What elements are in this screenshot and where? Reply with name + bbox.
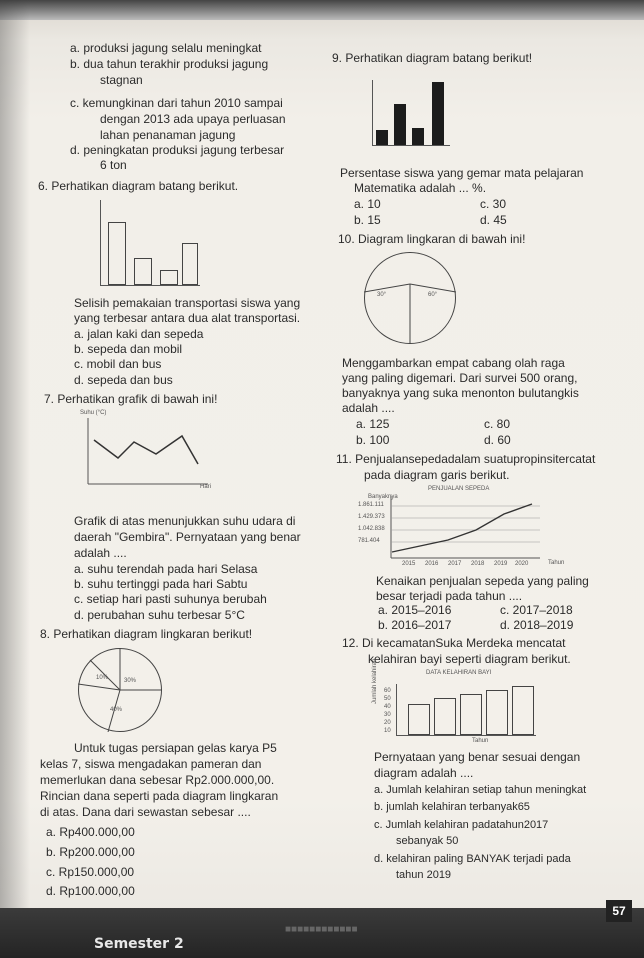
semester-label: Semester 2 (94, 936, 184, 952)
q11-x-tick: 2017 (448, 561, 462, 567)
q6-x-axis (100, 285, 200, 286)
q11-x-tick: 2020 (515, 561, 529, 567)
q11-y-label: Banyaknya (368, 494, 398, 500)
q11-y-tick: 1.429.373 (358, 514, 385, 520)
q11-text-2: besar terjadi pada tahun .... (376, 589, 523, 603)
q5-option-b: b. dua tahun terakhir produksi jagung (70, 57, 269, 71)
q9-text-2: Matematika adalah ... %. (354, 181, 487, 195)
q8-slice-label: 40% (110, 707, 123, 713)
q10-option-b: b. 100 (356, 433, 390, 447)
q6-text-2: yang terbesar antara dua alat transportasi. (74, 311, 301, 325)
q6-bar (182, 243, 198, 285)
q11-y-tick: 1.042.838 (358, 526, 385, 532)
q5-option-a: a. produksi jagung selalu meningkat (70, 41, 262, 55)
q6-bar (134, 258, 152, 285)
q12-y-tick: 20 (384, 720, 391, 726)
q8-pie-dividers (78, 648, 162, 732)
q5-option-c-cont1: dengan 2013 ada upaya perluasan (100, 112, 286, 126)
q12-bar (460, 694, 482, 735)
q9-stem: 9. Perhatikan diagram batang berikut! (332, 51, 533, 65)
q6-text-1: Selisih pemakaian transportasi siswa yang (74, 296, 301, 310)
q9-bar (432, 82, 444, 145)
q12-y-label: Jumlah kelahiran (372, 658, 378, 704)
q12-y-tick: 10 (384, 728, 391, 734)
q9-bar (376, 130, 388, 145)
q11-line-chart (390, 496, 542, 560)
q6-bar (160, 270, 178, 285)
q11-chart-title: PENJUALAN SEPEDA (428, 486, 490, 492)
q7-temperature-line (94, 436, 198, 464)
q6-option-a: a. jalan kaki dan sepeda (74, 327, 204, 341)
q11-stem: 11. Penjualansepedadalam suatupropinsitercatat (336, 452, 596, 466)
q12-y-tick: 60 (384, 688, 391, 694)
q11-text-1: Kenaikan penjualan sepeda yang paling (376, 574, 589, 588)
q11-x-tick: 2016 (425, 561, 439, 567)
q7-text-3: adalah .... (74, 546, 127, 560)
q10-stem: 10. Diagram lingkaran di bawah ini! (338, 232, 526, 246)
q7-option-b: b. suhu tertinggi pada hari Sabtu (74, 577, 248, 591)
page-top-shadow (0, 0, 644, 20)
q8-option-b: b. Rp200.000,00 (46, 845, 135, 859)
q5-option-c-cont2: lahan penanaman jagung (100, 128, 236, 142)
q12-stem-cont: kelahiran bayi seperti diagram berikut. (368, 652, 571, 666)
q12-option-c-cont: sebanyak 50 (396, 835, 459, 847)
q11-x-label: Tahun (548, 560, 565, 566)
q5-option-b-cont: stagnan (100, 73, 143, 87)
q8-text-4: Rincian dana seperti pada diagram lingkaran (40, 789, 279, 803)
q8-stem: 8. Perhatikan diagram lingkaran berikut! (40, 627, 253, 641)
q11-option-d: d. 2018–2019 (500, 618, 574, 632)
q10-text-1: Menggambarkan empat cabang olah raga (342, 356, 565, 370)
q11-sales-line (392, 504, 532, 552)
q10-text-2: yang paling digemari. Dari survei 500 orang, (342, 371, 578, 385)
q10-option-d: d. 60 (484, 433, 511, 447)
q6-stem: 6. Perhatikan diagram batang berikut. (38, 179, 239, 193)
q12-stem: 12. Di kecamatanSuka Merdeka mencatat (342, 636, 566, 650)
q10-angle-label: 30° (377, 292, 387, 298)
q9-text-1: Persentase siswa yang gemar mata pelajaran (340, 166, 584, 180)
q8-option-d: d. Rp100.000,00 (46, 884, 135, 898)
footer-watermark: ■■■■■■■■■■■■ (285, 924, 358, 935)
q7-option-c: c. setiap hari pasti suhunya berubah (74, 592, 267, 606)
q12-x-axis (396, 735, 536, 736)
q8-text-5: di atas. Dana dari sewastan sebesar .... (40, 805, 251, 819)
q12-bar (512, 686, 534, 735)
q8-slice-label: 10% (96, 675, 109, 681)
q8-option-a: a. Rp400.000,00 (46, 825, 135, 839)
q9-option-a: a. 10 (354, 197, 381, 211)
q7-text-2: daerah "Gembira". Pernyataan yang benar (74, 530, 301, 544)
q5-option-d-cont: 6 ton (100, 158, 127, 172)
q12-y-tick: 50 (384, 696, 391, 702)
q5-option-d: d. peningkatan produksi jagung terbesar (70, 143, 285, 157)
q12-option-d: d. kelahiran paling BANYAK terjadi pada (374, 853, 571, 865)
q7-x-label: Hari (200, 484, 212, 490)
q9-y-axis (372, 80, 373, 146)
q11-stem-cont: pada diagram garis berikut. (364, 468, 510, 482)
q11-y-tick: 1.861.111 (358, 502, 384, 508)
q12-bar (486, 690, 508, 735)
q7-stem: 7. Perhatikan grafik di bawah ini! (44, 392, 218, 406)
q7-text-1: Grafik di atas menunjukkan suhu udara di (74, 514, 296, 528)
q11-x-tick: 2015 (402, 561, 416, 567)
q7-line-chart (82, 418, 212, 503)
q6-option-b: b. sepeda dan mobil (74, 342, 183, 356)
q10-text-4: adalah .... (342, 401, 395, 415)
q11-x-tick: 2019 (494, 561, 508, 567)
page-number: 57 (606, 900, 632, 922)
q11-option-c: c. 2017–2018 (500, 603, 573, 617)
q12-option-b: b. jumlah kelahiran terbanyak65 (374, 801, 530, 813)
q12-y-axis (396, 684, 397, 736)
q12-text-1: Pernyataan yang benar sesuai dengan (374, 750, 581, 764)
q12-chart-title: DATA KELAHIRAN BAYI (426, 670, 492, 676)
q9-option-b: b. 15 (354, 213, 381, 227)
q8-text-1: Untuk tugas persiapan gelas karya P5 (74, 741, 277, 755)
page-left-shadow (0, 0, 30, 958)
q12-bar (434, 698, 456, 735)
q7-option-d: d. perubahan suhu terbesar 5°C (74, 608, 245, 622)
q12-x-label: Tahun (472, 738, 489, 744)
q10-angle-label: 60° (428, 292, 438, 298)
q9-x-axis (372, 145, 450, 146)
q12-option-a: a. Jumlah kelahiran setiap tahun meningkat (374, 784, 587, 796)
q12-y-tick: 40 (384, 704, 391, 710)
q8-text-3: memerlukan dana sebesar Rp2.000.000,00. (40, 773, 275, 787)
q7-option-a: a. suhu terendah pada hari Selasa (74, 562, 258, 576)
q10-option-c: c. 80 (484, 417, 511, 431)
q12-bar (408, 704, 430, 735)
q9-bar (412, 128, 424, 145)
q5-option-c: c. kemungkinan dari tahun 2010 sampai (70, 96, 283, 110)
q8-slice-label: 30% (124, 678, 137, 684)
q10-option-a: a. 125 (356, 417, 390, 431)
q12-option-d-cont: tahun 2019 (396, 869, 452, 881)
q11-option-a: a. 2015–2016 (378, 603, 452, 617)
q12-text-2: diagram adalah .... (374, 766, 474, 780)
q9-option-d: d. 45 (480, 213, 507, 227)
q8-option-c: c. Rp150.000,00 (46, 865, 135, 879)
q6-option-d: d. sepeda dan bus (74, 373, 173, 387)
q6-option-c: c. mobil dan bus (74, 357, 162, 371)
q9-option-c: c. 30 (480, 197, 507, 211)
q8-text-2: kelas 7, siswa mengadakan pameran dan (40, 757, 262, 771)
q12-option-c: c. Jumlah kelahiran padatahun2017 (374, 819, 549, 831)
q12-y-tick: 30 (384, 712, 391, 718)
q9-bar (394, 104, 406, 145)
q11-x-tick: 2018 (471, 561, 485, 567)
q11-y-tick: 781.404 (358, 538, 380, 544)
q6-bar (108, 222, 126, 285)
q6-y-axis (100, 200, 101, 286)
q11-option-b: b. 2016–2017 (378, 618, 452, 632)
q10-text-3: banyaknya yang suka menonton bulutangkis (342, 386, 579, 400)
q7-y-label: Suhu (°C) (80, 410, 107, 416)
